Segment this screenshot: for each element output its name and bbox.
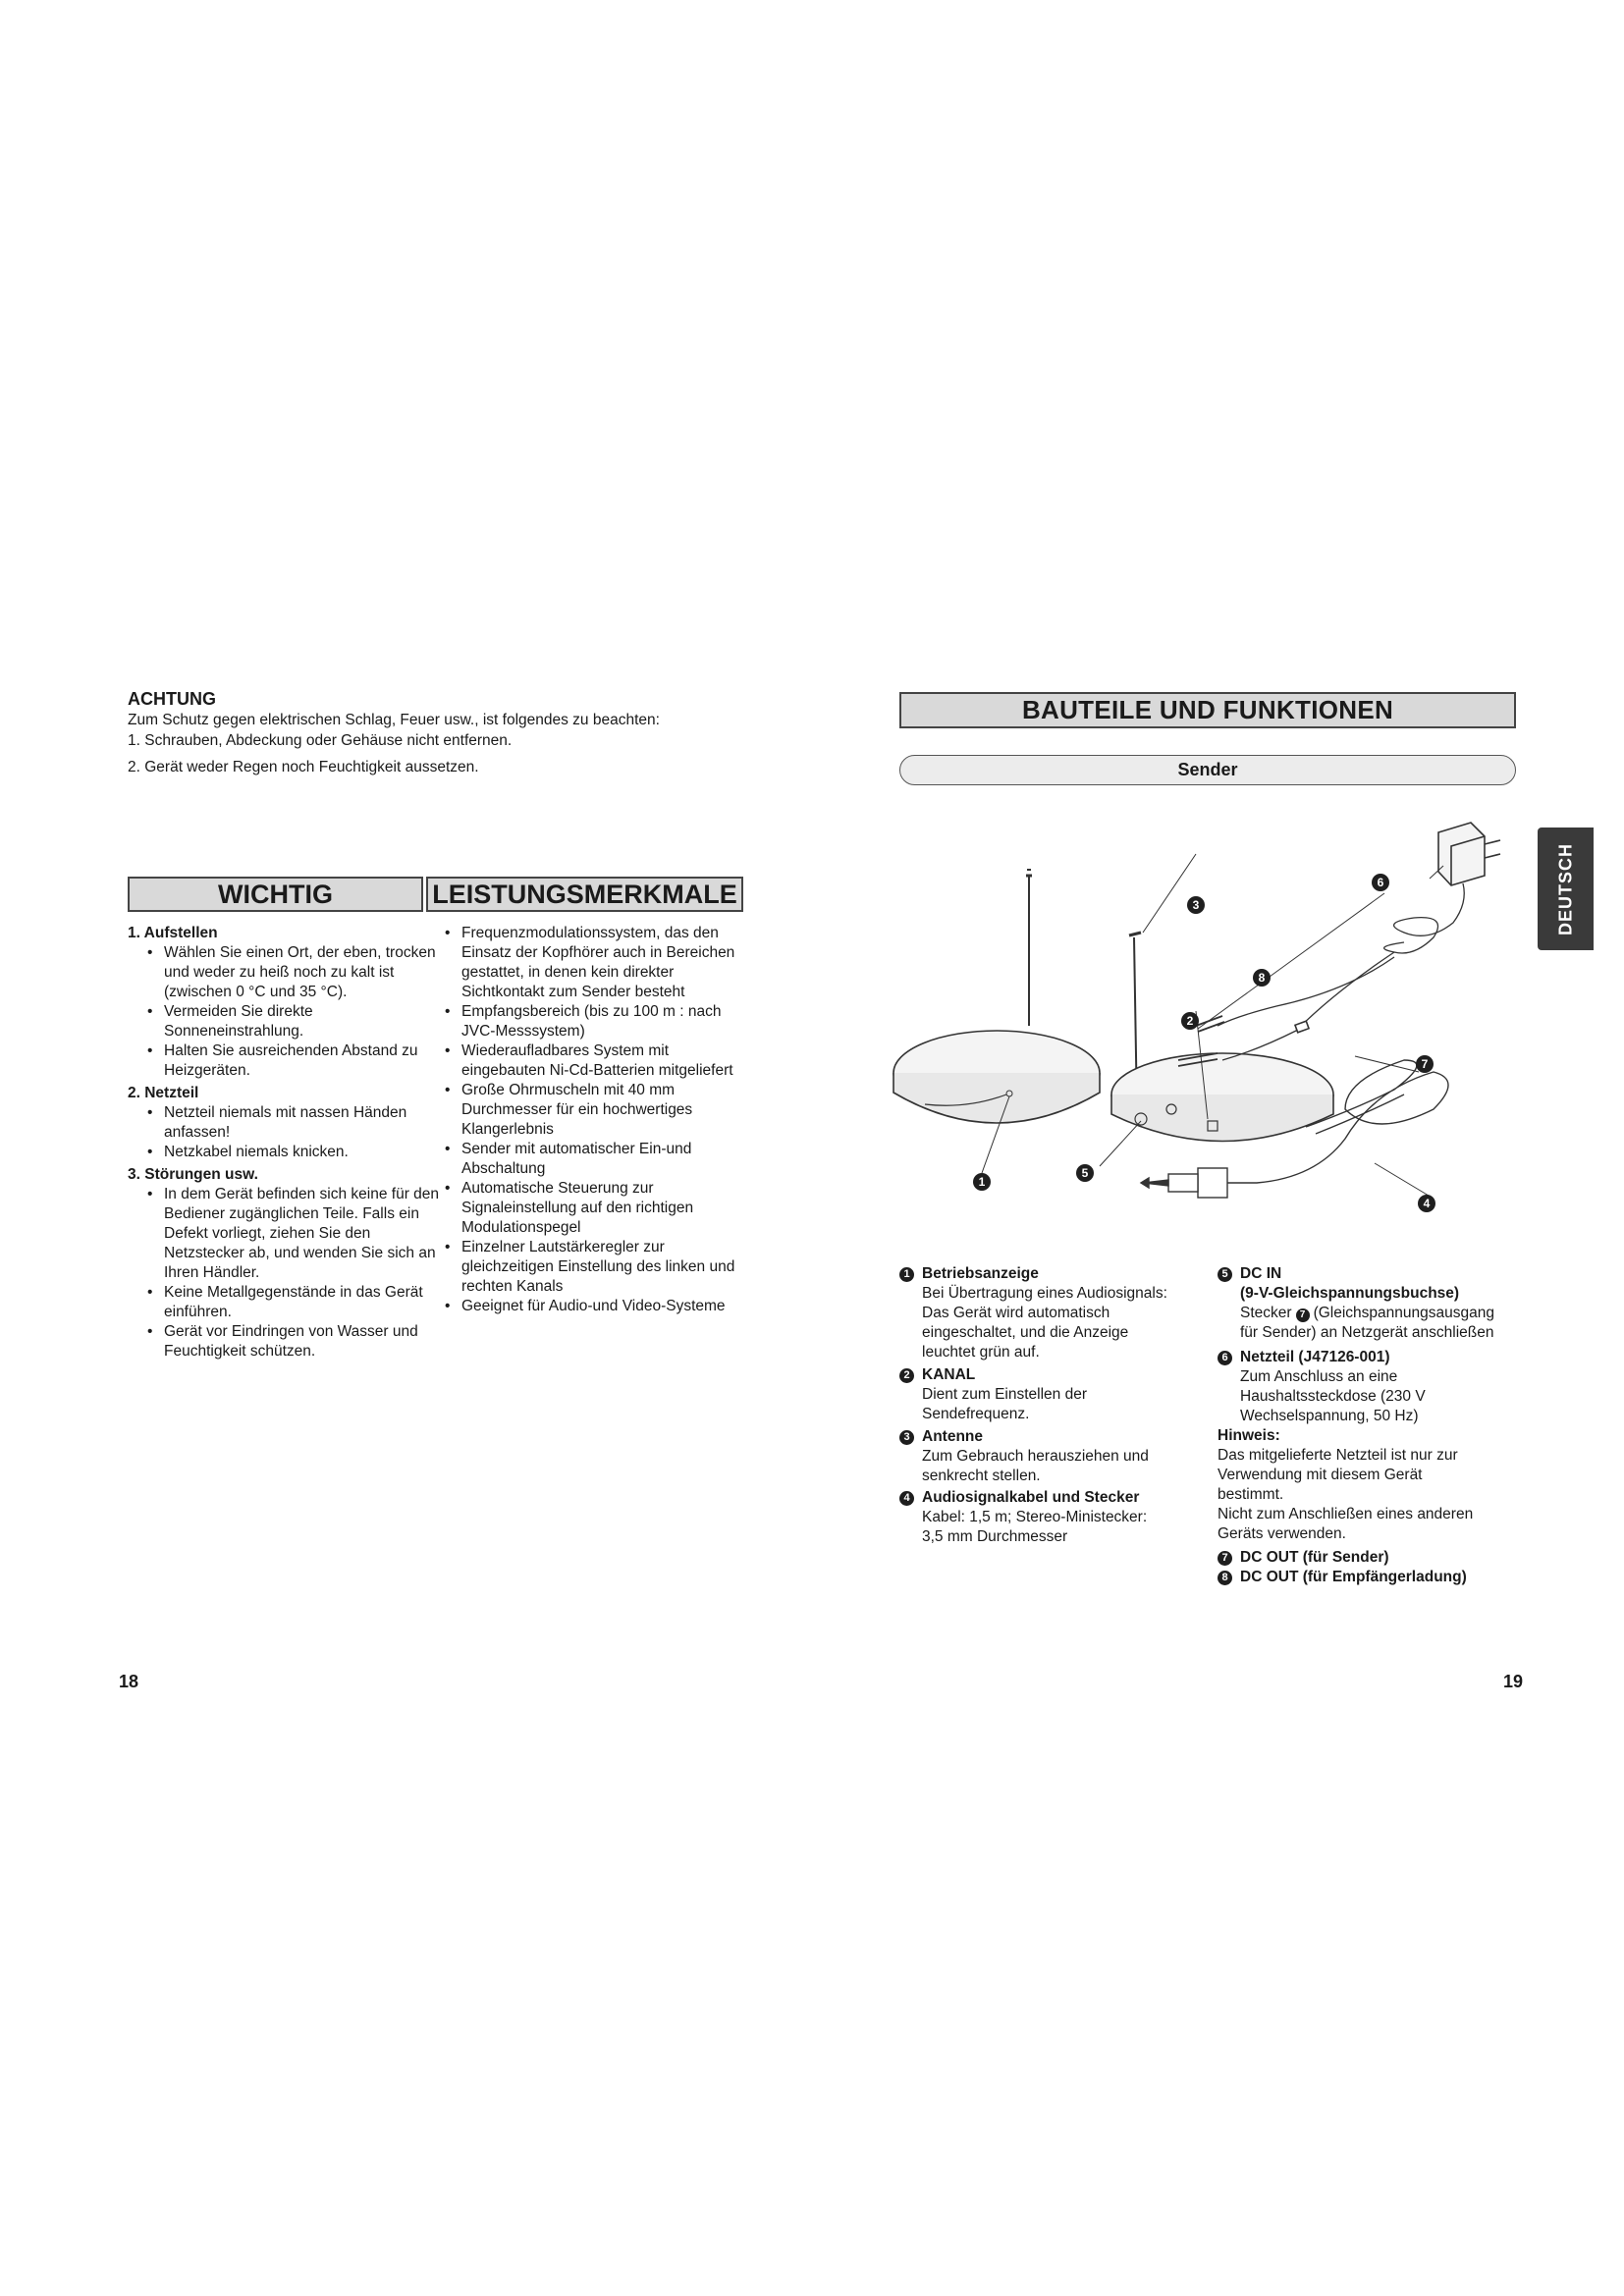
list-item: • Netzkabel niemals knicken. <box>128 1143 442 1162</box>
hinweis-title: Hinweis: <box>1218 1427 1280 1444</box>
component-text: Haushaltssteckdose (230 V <box>1240 1388 1426 1405</box>
component-8 <box>1218 1568 1542 1587</box>
component-6 <box>1218 1348 1542 1426</box>
receiver-unit <box>893 870 1100 1123</box>
page-number-left: 18 <box>119 1672 139 1691</box>
inline-number: 7 <box>1296 1308 1310 1322</box>
component-text: für Sender) an Netzgerät anschließen <box>1240 1324 1494 1341</box>
component-text: eingeschaltet, und die Anzeige <box>922 1324 1129 1341</box>
list-item: • Wiederaufladbares System mit eingebauten Ni-Cd-Batterien mitgeliefert <box>442 1041 756 1081</box>
component-1 <box>899 1264 1223 1362</box>
callout-marker: 8 <box>1253 969 1271 987</box>
callout-marker: 5 <box>1076 1164 1094 1182</box>
component-text: Sendefrequenz. <box>922 1406 1030 1422</box>
sender-subheading: Sender <box>899 755 1516 785</box>
bauteile-heading: BAUTEILE UND FUNKTIONEN <box>899 692 1516 728</box>
achtung-line: Zum Schutz gegen elektrischen Schlag, Feuer usw., ist folgendes zu beachten: <box>128 712 660 728</box>
component-7 <box>1218 1548 1542 1568</box>
component-text: leuchtet grün auf. <box>922 1344 1040 1361</box>
achtung-line: 2. Gerät weder Regen noch Feuchtigkeit aussetzen. <box>128 759 479 775</box>
list-item: • Halten Sie ausreichenden Abstand zu Heizgeräten. <box>128 1041 442 1081</box>
component-3 <box>899 1427 1223 1486</box>
component-number: 5 <box>1218 1267 1232 1282</box>
callout-marker: 6 <box>1372 874 1389 891</box>
component-number: 1 <box>899 1267 914 1282</box>
component-number: 6 <box>1218 1351 1232 1365</box>
leistungsmerkmale-heading: LEISTUNGSMERKMALE <box>426 877 743 912</box>
component-5 <box>1218 1264 1542 1343</box>
achtung-line: 1. Schrauben, Abdeckung oder Gehäuse nicht entfernen. <box>128 732 513 749</box>
list-item: • Vermeiden Sie direkte Sonneneinstrahlung. <box>128 1002 442 1041</box>
callout-marker: 1 <box>973 1173 991 1191</box>
language-tab-label: DEUTSCH <box>1555 842 1575 935</box>
component-text: Dient zum Einstellen der <box>922 1386 1087 1403</box>
bullet-list <box>128 1103 442 1162</box>
component-title: DC IN <box>1240 1265 1282 1282</box>
leistungsmerkmale-column <box>442 924 756 1316</box>
hinweis-text: Nicht zum Anschließen eines anderen <box>1218 1506 1474 1522</box>
callout-marker: 2 <box>1181 1012 1199 1030</box>
list-item: • Automatische Steuerung zur Signaleinstellung auf den richtigen Modulationspegel <box>442 1179 756 1238</box>
component-text: senkrecht stellen. <box>922 1468 1041 1484</box>
list-item: • Gerät vor Eindringen von Wasser und Feuchtigkeit schützen. <box>128 1322 442 1362</box>
component-text: Stecker <box>1240 1305 1292 1321</box>
component-title: Betriebsanzeige <box>922 1265 1039 1282</box>
component-text: Das Gerät wird automatisch <box>922 1305 1110 1321</box>
hinweis-text: Verwendung mit diesem Gerät <box>1218 1467 1423 1483</box>
list-item: • Netzteil niemals mit nassen Händen anfassen! <box>128 1103 442 1143</box>
component-number: 7 <box>1218 1551 1232 1566</box>
language-tab <box>1538 828 1594 950</box>
list-item: • Geeignet für Audio-und Video-Systeme <box>442 1297 756 1316</box>
wichtig-heading: WICHTIG <box>128 877 423 912</box>
bullet-list <box>128 1185 442 1362</box>
component-number: 8 <box>1218 1571 1232 1585</box>
list-item: • Einzelner Lautstärkeregler zur gleichzeitigen Einstellung des linken und rechten Kanals <box>442 1238 756 1297</box>
section-title: 2. Netzteil <box>128 1085 199 1101</box>
achtung-title: ACHTUNG <box>128 689 216 709</box>
component-text: Bei Übertragung eines Audiosignals: <box>922 1285 1167 1302</box>
component-text: Kabel: 1,5 m; Stereo-Ministecker: <box>922 1509 1148 1525</box>
list-item: • Wählen Sie einen Ort, der eben, trocken und weder zu heiß noch zu kalt ist (zwischen 0 °C und 35 °C). <box>128 943 442 1002</box>
hinweis-text: Das mitgelieferte Netzteil ist nur zur <box>1218 1447 1458 1464</box>
section-title: 3. Störungen usw. <box>128 1166 258 1183</box>
list-item: • In dem Gerät befinden sich keine für den Bediener zugänglichen Teile. Falls ein Defekt vorliegt, ziehen Sie den Netzstecker ab, und wenden Sie sich an Ihren Händler. <box>128 1185 442 1283</box>
component-title: DC OUT (für Sender) <box>1240 1549 1389 1566</box>
component-text: (Gleichspannungsausgang <box>1313 1305 1494 1321</box>
component-title: Netzteil (J47126-001) <box>1240 1349 1390 1365</box>
page-number-right: 19 <box>1503 1672 1524 1691</box>
wichtig-column <box>128 924 442 1362</box>
callout-marker: 3 <box>1187 896 1205 914</box>
component-2 <box>899 1365 1223 1424</box>
component-title: DC OUT (für Empfängerladung) <box>1240 1569 1467 1585</box>
component-text: Wechselspannung, 50 Hz) <box>1240 1408 1419 1424</box>
callout-marker: 4 <box>1418 1195 1435 1212</box>
component-text <box>1218 1304 1542 1323</box>
component-4 <box>899 1488 1223 1547</box>
section-title: 1. Aufstellen <box>128 925 218 941</box>
list-item: • Empfangsbereich (bis zu 100 m : nach JVC-Messsystem) <box>442 1002 756 1041</box>
callout-marker: 7 <box>1416 1055 1434 1073</box>
bullet-list <box>128 943 442 1081</box>
component-text: 3,5 mm Durchmesser <box>922 1528 1068 1545</box>
hinweis-block <box>1218 1426 1542 1544</box>
component-number: 3 <box>899 1430 914 1445</box>
list-item: • Große Ohrmuscheln mit 40 mm Durchmesser für ein hochwertiges Klangerlebnis <box>442 1081 756 1140</box>
feature-list <box>442 924 756 1316</box>
component-title: Audiosignalkabel und Stecker <box>922 1489 1140 1506</box>
component-title: KANAL <box>922 1366 976 1383</box>
hinweis-text: bestimmt. <box>1218 1486 1284 1503</box>
achtung-block <box>128 688 815 777</box>
hinweis-text: Geräts verwenden. <box>1218 1525 1346 1542</box>
component-text: Zum Gebrauch herausziehen und <box>922 1448 1149 1465</box>
component-number: 4 <box>899 1491 914 1506</box>
component-subtitle: (9-V-Gleichspannungsbuchse) <box>1240 1285 1460 1302</box>
list-item: • Keine Metallgegenstände in das Gerät einführen. <box>128 1283 442 1322</box>
list-item: • Frequenzmodulationssystem, das den Einsatz der Kopfhörer auch in Bereichen gestattet, in denen kein direkter Sichtkontakt zum Sender besteht <box>442 924 756 1002</box>
transmitter-unit <box>1111 933 1333 1142</box>
leader-lines <box>982 854 1443 1196</box>
power-adapter <box>1178 823 1500 1066</box>
component-number: 2 <box>899 1368 914 1383</box>
component-text: Zum Anschluss an eine <box>1240 1368 1398 1385</box>
component-title: Antenne <box>922 1428 983 1445</box>
list-item: • Sender mit automatischer Ein-und Abschaltung <box>442 1140 756 1179</box>
